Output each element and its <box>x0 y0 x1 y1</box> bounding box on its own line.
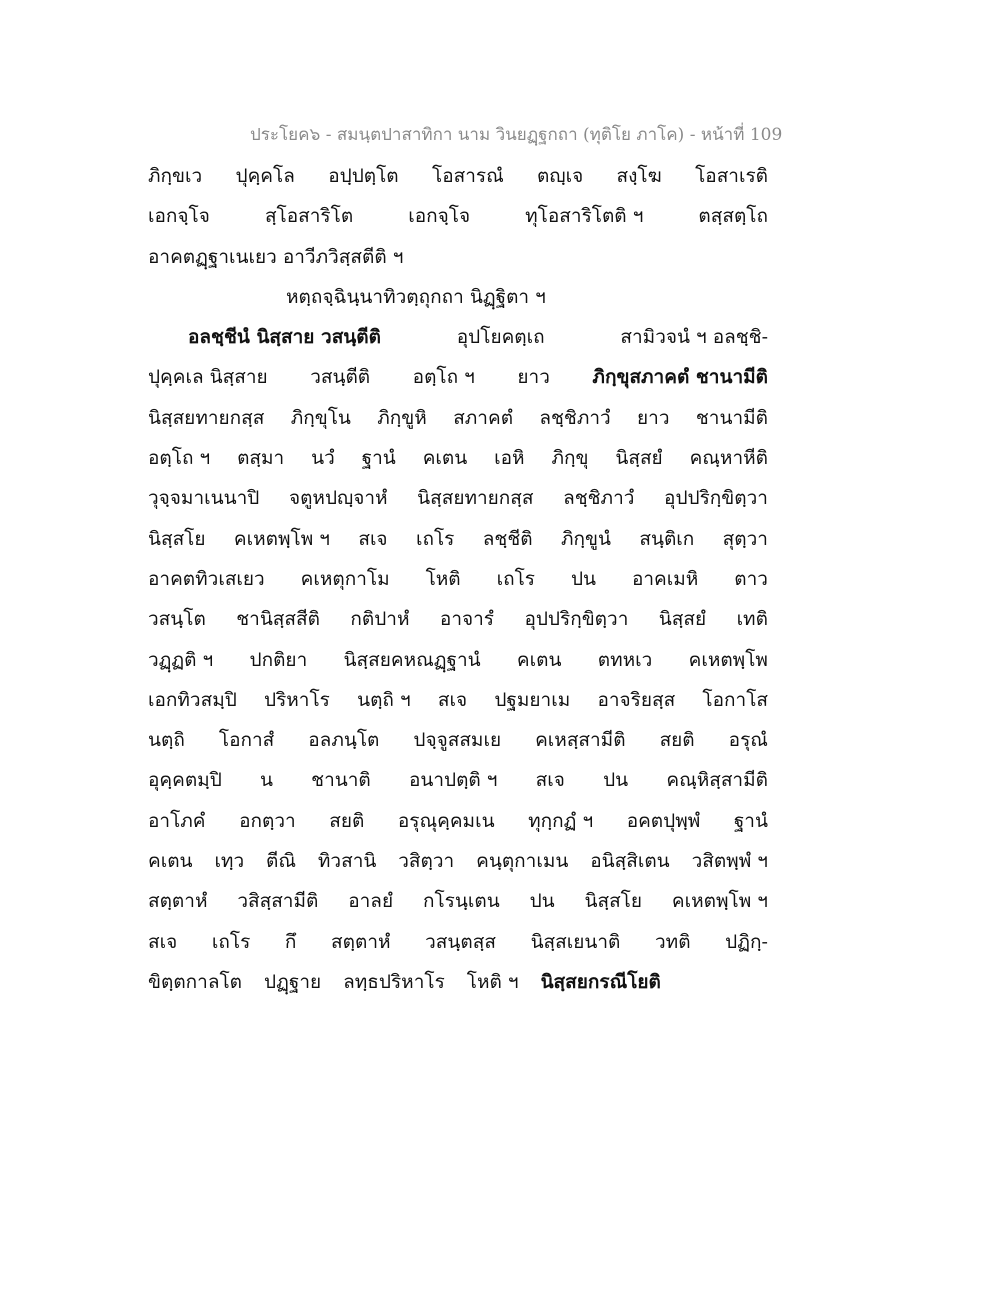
word: เทฺว <box>214 850 245 873</box>
word: นวํ <box>311 447 335 470</box>
word: ตทหเว <box>597 648 653 671</box>
word: สยติ <box>329 809 365 832</box>
word: สตฺตาหํ <box>331 930 391 953</box>
word: นิสฺสโย <box>148 527 206 550</box>
word: ปน <box>570 567 597 590</box>
word: อลภนฺโต <box>308 729 380 752</box>
word: สงฺโฆ <box>616 165 662 187</box>
word: สนฺติเก <box>639 527 695 550</box>
word: นิสฺสยทายกสฺส <box>148 406 265 429</box>
word: โอกาโส <box>702 688 768 711</box>
word: คเหตุกาโม <box>300 567 390 590</box>
word: ภิกฺขุ <box>551 447 589 470</box>
word: สเจ <box>437 688 468 711</box>
word: นตฺถิ <box>148 729 185 752</box>
word: คนฺตุกาเมน <box>476 850 569 873</box>
word: วสิสฺสามีติ <box>237 890 319 913</box>
word: ปฐมยาเม <box>494 688 571 711</box>
word: คเหสฺสามีติ <box>535 729 626 752</box>
text-line <box>148 760 768 800</box>
word: กติปาหํ <box>350 608 410 631</box>
word: ยาว <box>517 366 550 389</box>
word: หตฺถจฺฉินฺนาทิวตฺถุกถา นิฏฺฐิตา ฯ <box>286 285 546 308</box>
word: อาจารํ <box>439 608 495 631</box>
text-line <box>148 962 768 1002</box>
word: อาจริยสฺส <box>597 688 676 711</box>
text-line <box>148 881 768 921</box>
word: โหติ ฯ <box>466 970 519 993</box>
word: อาคตฏฺฐาเนเยว อาวีภวิสฺสตีติ ฯ <box>148 245 404 268</box>
word: ลชฺชิภาวํ <box>563 487 635 510</box>
word: อนิสฺสิเตน <box>590 850 670 873</box>
word: ปุคฺคโล <box>235 165 295 187</box>
word: เอหิ <box>494 447 525 470</box>
word: ทุโอสาริโตติ ฯ <box>525 205 644 228</box>
word: นิสฺสโย <box>584 890 643 913</box>
word: ตญฺเจ <box>537 165 584 187</box>
text-line <box>148 478 768 518</box>
word: เถโร <box>496 567 536 590</box>
word: สุตฺวา <box>722 527 768 550</box>
word: ชานิสฺสสีติ <box>236 608 320 631</box>
word: ภิกฺขุโน <box>290 406 351 429</box>
word: ยาว <box>637 406 670 429</box>
page-header: ประโยค๖ - สมนฺตปาสาทิกา นาม วินยฏฺฐกถา (ทุติโย ภาโค) - หน้าที่ 109 <box>250 125 783 145</box>
word: อาโภคํ <box>148 809 206 832</box>
word: อตฺโถ ฯ <box>148 447 211 470</box>
word: อุคฺคตมฺปิ <box>148 769 222 792</box>
word: กึ <box>284 930 297 953</box>
word: โอกาสํ <box>218 729 275 752</box>
word: อุปปริกฺขิตฺวา <box>664 487 768 510</box>
word: อรุณํ <box>728 729 768 752</box>
word: ตสฺสตฺโถ <box>698 205 768 228</box>
word: ลทฺธปริหาโร <box>343 970 445 993</box>
word: โอสารณํ <box>431 165 504 187</box>
word: ตสฺมา <box>237 447 285 470</box>
word: นตฺถิ ฯ <box>357 688 411 711</box>
word: ตาว <box>734 567 768 590</box>
word: คณฺหาหีติ <box>689 447 768 470</box>
word: โอสาเรติ <box>695 165 768 187</box>
word: วุจฺจมาเนนาปิ <box>148 487 260 510</box>
word: คณฺหิสฺสามีติ <box>666 769 768 792</box>
word: ทุกฺกฏํ ฯ <box>528 809 594 832</box>
text-line <box>148 519 768 559</box>
word: ทิวสานิ <box>317 850 377 873</box>
text-line <box>148 801 768 841</box>
word: นิสฺสยํ <box>658 608 707 631</box>
word: เอกจฺโจ <box>148 205 210 228</box>
word: ปกติยา <box>249 648 308 671</box>
word: คเตน <box>422 447 468 470</box>
word: วสิตฺวา <box>398 850 455 873</box>
word: คเหตพฺโพ <box>688 648 768 671</box>
word: สยติ <box>659 729 695 752</box>
word: ชานาติ <box>311 769 371 792</box>
word: อคตปุพฺพํ <box>626 809 701 832</box>
word: ปริหาโร <box>264 688 330 711</box>
word: เอกจฺโจ <box>408 205 471 228</box>
section-end-title <box>148 277 768 317</box>
word: นิสฺสยคหณฏฺฐานํ <box>343 648 481 671</box>
text-line <box>148 196 768 236</box>
word: ขิตฺตกาลโต <box>148 970 243 993</box>
text-line <box>148 559 768 599</box>
word: ภิกฺขเว <box>148 165 203 187</box>
word: อกตฺวา <box>239 809 296 832</box>
word: สตฺตาหํ <box>148 890 208 913</box>
word: วสนฺตสฺส <box>425 930 496 953</box>
word: วสนฺตีติ <box>310 366 371 389</box>
word: สเจ <box>148 930 178 953</box>
text-line <box>148 680 768 720</box>
word: เทติ <box>736 608 768 631</box>
bold-term: นิสฺสยกรณีโยติ <box>540 970 661 993</box>
page-body <box>148 156 768 1002</box>
word: ภิกฺขูนํ <box>560 527 611 550</box>
word: ปฏิกฺ- <box>725 930 768 953</box>
word: สามิวจนํ ฯ อลชฺชิ- <box>620 326 768 349</box>
word: สภาคตํ <box>453 406 514 429</box>
word: ฐานํ <box>733 809 768 832</box>
word: นิสฺสยํ <box>615 447 663 470</box>
text-line <box>148 156 768 196</box>
word: วทติ <box>655 930 691 953</box>
word: กโรนฺเตน <box>422 890 500 913</box>
word: เถโร <box>211 930 251 953</box>
text-line <box>148 398 768 438</box>
word: น <box>259 769 273 792</box>
word: ตีณิ <box>266 850 296 873</box>
text-line <box>148 357 768 397</box>
word: ภิกฺขูหิ <box>377 406 427 429</box>
bold-term: อลชฺชีนํ นิสฺสาย วสนฺตีติ <box>188 326 381 349</box>
word: สฺโอสาริโต <box>264 205 354 228</box>
word: ชานามีติ <box>695 406 768 429</box>
word: อปฺปตฺโต <box>328 165 399 187</box>
word: อาลยํ <box>348 890 394 913</box>
word: ลชฺชีติ <box>482 527 533 550</box>
text-line <box>148 599 768 639</box>
word: คเหตพฺโพ ฯ <box>671 890 768 913</box>
word: สเจ <box>358 527 388 550</box>
word: นิสฺสยทายกสฺส <box>417 487 534 510</box>
word: วสิตพฺพํ ฯ <box>691 850 768 873</box>
word: สเจ <box>535 769 565 792</box>
word: ปจฺจูสสมเย <box>413 729 502 752</box>
text-line <box>148 640 768 680</box>
word: โหติ <box>425 567 461 590</box>
word: อาคตทิวเสเยว <box>148 567 265 590</box>
word: วสนฺโต <box>148 608 206 631</box>
word: เถโร <box>415 527 455 550</box>
word: จตูหปญฺจาหํ <box>288 487 388 510</box>
word: วฏฺฏติ ฯ <box>148 648 214 671</box>
word: อตฺโถ ฯ <box>412 366 475 389</box>
word: ปน <box>529 890 555 913</box>
word: ปน <box>603 769 629 792</box>
word: ปุคฺคเล นิสฺสาย <box>148 366 268 389</box>
text-line <box>148 720 768 760</box>
text-line <box>148 237 768 277</box>
word: ลชฺชิภาวํ <box>539 406 611 429</box>
word: นิสฺสเยนาติ <box>530 930 621 953</box>
word: อุปปริกฺขิตฺวา <box>524 608 629 631</box>
bold-term: ภิกฺขุสภาคตํ ชานามีติ <box>592 366 768 389</box>
text-line <box>148 922 768 962</box>
text-line <box>148 438 768 478</box>
word: คเตน <box>148 850 193 873</box>
word: ฐานํ <box>361 447 396 470</box>
text-line <box>148 841 768 881</box>
text-line <box>148 317 768 357</box>
word: อนาปตฺติ ฯ <box>408 769 498 792</box>
word: อาคเมหิ <box>631 567 699 590</box>
word: อุปโยคตฺเถ <box>456 326 545 349</box>
word: อรุณุคฺคมเน <box>397 809 495 832</box>
word: คเตน <box>516 648 562 671</box>
word: ปฏฺฐาย <box>264 970 322 993</box>
word: เอกทิวสมฺปิ <box>148 688 237 711</box>
word: คเหตพฺโพ ฯ <box>233 527 330 550</box>
